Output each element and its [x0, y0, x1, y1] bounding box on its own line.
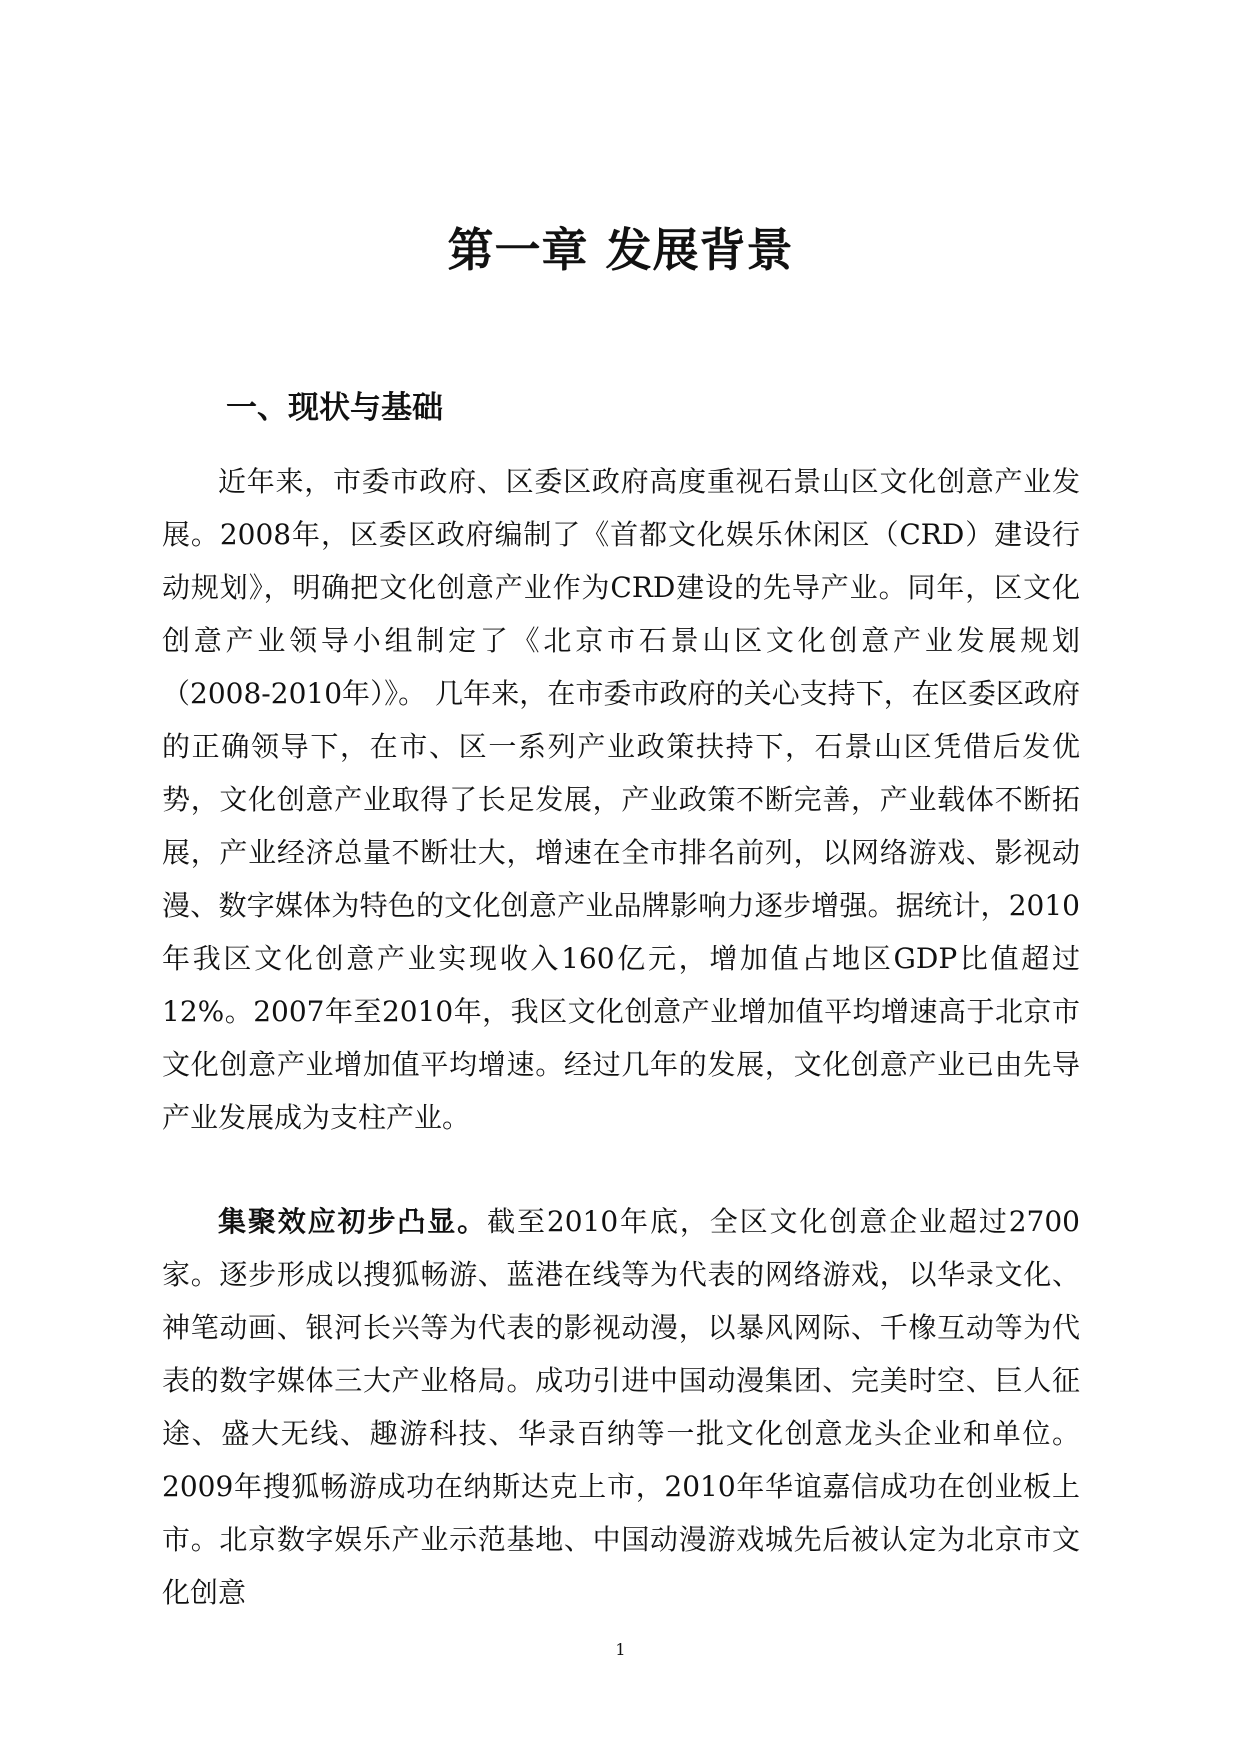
section-heading: 一、现状与基础: [226, 390, 443, 426]
body-paragraph: [162, 1195, 1080, 1619]
page-number: 1: [615, 1640, 626, 1659]
paragraph-lead: 集聚效应初步凸显。: [218, 1205, 488, 1238]
body-paragraph: [162, 455, 1080, 1144]
paragraph-text: 近年来，市委市政府、区委区政府高度重视石景山区文化创意产业发展。2008年，区委区政府编制了《首都文化娱乐休闲区（CRD）建设行动规划》，明确把文化创意产业作为CRD建设的先导产业。同年，区文化创意产业领导小组制定了《北京市石景山区文化创意产业发展规划（2008-2010年）》。 几年来，在市委市政府的关心支持下，在区委区政府的正确领导下，在市、区一系列产业政策扶持下，石景山区凭借后发优势，文化创意产业取得了长足发展，产业政策不断完善，产业载体不断拓展，产业经济总量不断壮大，增速在全市排名前列，以网络游戏、影视动漫、数字媒体为特色的文化创意产业品牌影响力逐步增强。据统计，2010年我区文化创意产业实现收入160亿元，增加值占地区GDP比值超过12%。2007年至2010年，我区文化创意产业增加值平均增速高于北京市文化创意产业增加值平均增速。经过几年的发展，文化创意产业已由先导产业发展成为支柱产业。: [162, 465, 1080, 1134]
chapter-title: 第一章 发展背景: [447, 223, 794, 277]
paragraph-text: 截至2010年底，全区文化创意企业超过2700家。逐步形成以搜狐畅游、蓝港在线等为代表的网络游戏，以华录文化、神笔动画、银河长兴等为代表的影视动漫，以暴风网际、千橡互动等为代表的数字媒体三大产业格局。成功引进中国动漫集团、完美时空、巨人征途、盛大无线、趣游科技、华录百纳等一批文化创意龙头企业和单位。2009年搜狐畅游成功在纳斯达克上市，2010年华谊嘉信成功在创业板上市。北京数字娱乐产业示范基地、中国动漫游戏城先后被认定为北京市文化创意: [162, 1205, 1080, 1609]
